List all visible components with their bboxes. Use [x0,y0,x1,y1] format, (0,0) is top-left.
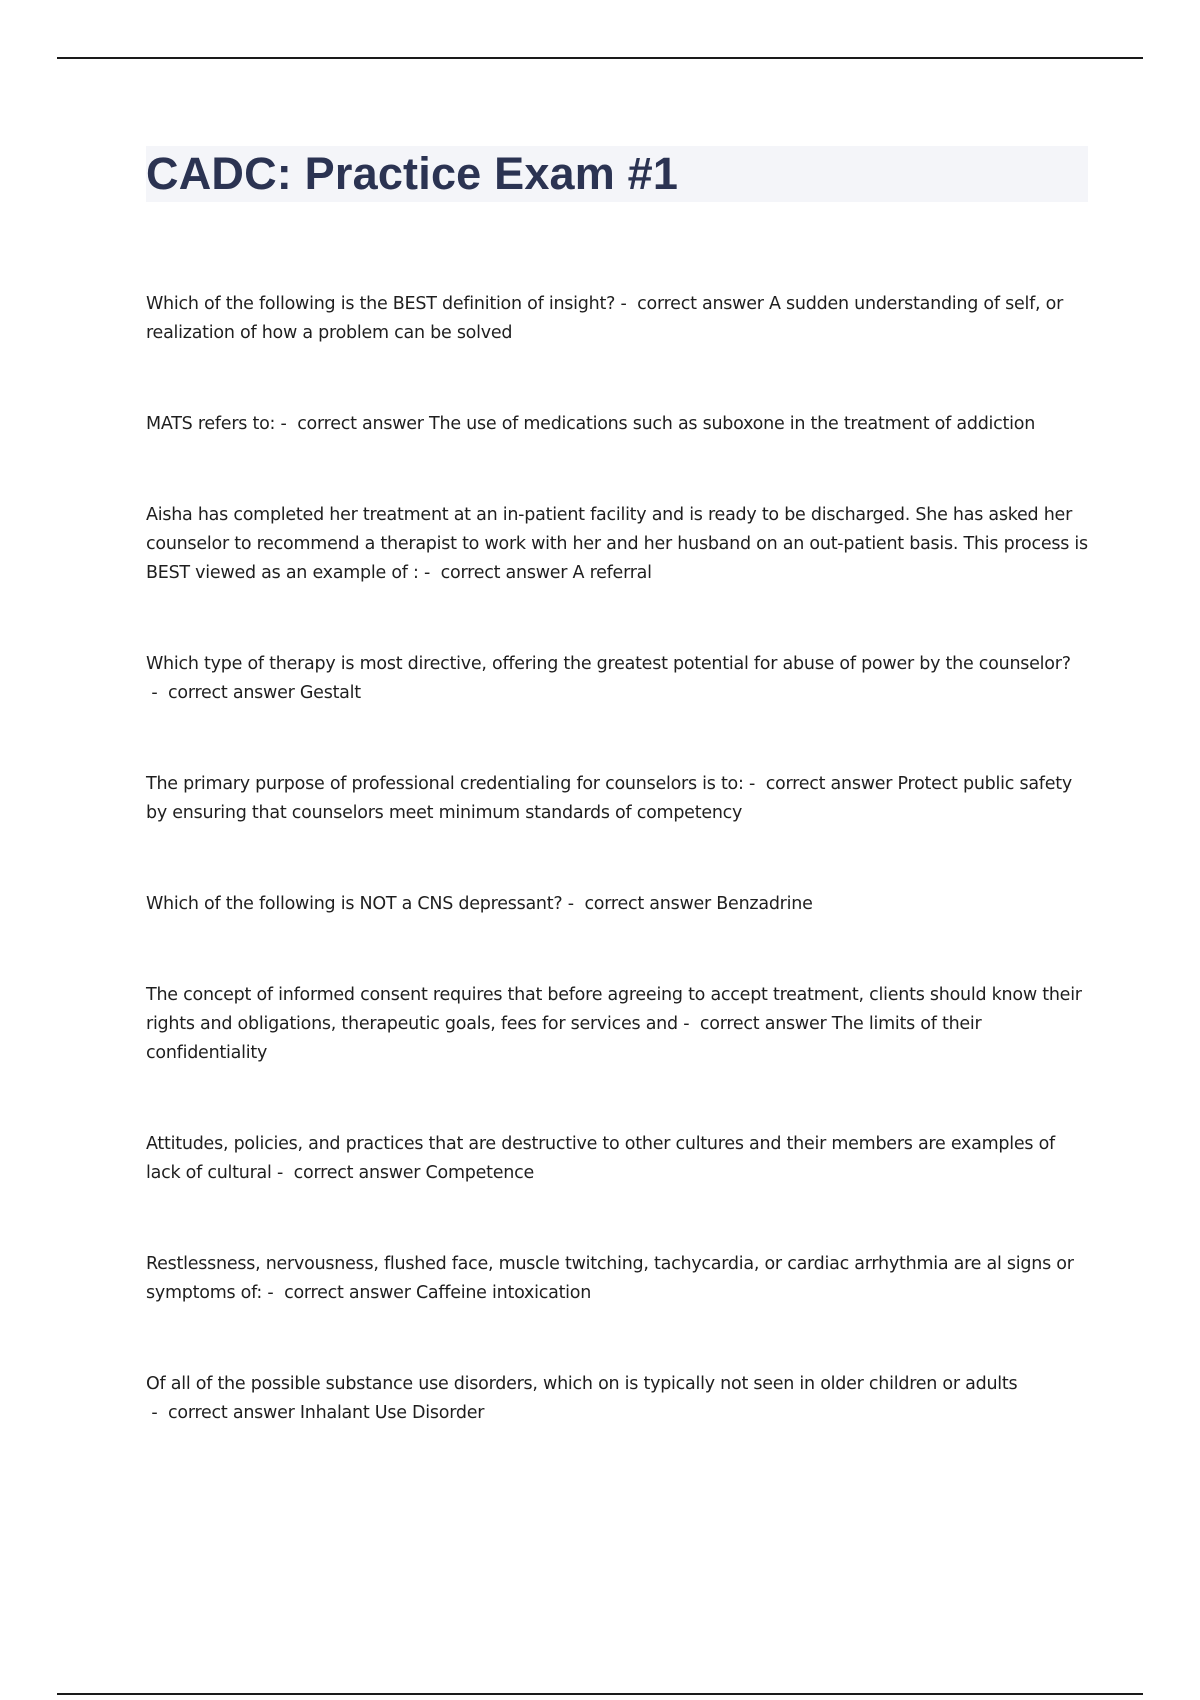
separator: - [146,1403,169,1423]
separator: - [743,774,766,794]
answer-text: correct answer Competence [293,1163,534,1183]
qa-item [146,290,1088,348]
qa-item [146,410,1088,439]
question-text: Of all of the possible substance use disorders, which on is typically not seen in older children or adults [146,1374,1018,1394]
question-text: Restlessness, nervousness, flushed face, muscle twitching, tachycardia, or cardiac arrhythmia are al signs or symptoms of: [146,1254,1074,1303]
qa-item [146,1250,1088,1308]
question-text: Which of the following is the BEST definition of insight? [146,294,616,314]
qa-item [146,1370,1088,1428]
separator: - [677,1014,700,1034]
bottom-rule [57,1693,1143,1695]
question-text: Which type of therapy is most directive, offering the greatest potential for abuse of power by the counselor? [146,654,1071,674]
qa-item [146,650,1088,708]
qa-item [146,1130,1088,1188]
answer-text: correct answer A referral [440,563,652,583]
answer-text: correct answer The limits of their confidentiality [146,1014,982,1063]
separator: - [271,1163,294,1183]
answer-text: correct answer Gestalt [168,683,361,703]
separator: - [562,894,585,914]
answer-text: correct answer The use of medications such as suboxone in the treatment of addiction [297,414,1036,434]
qa-item [146,501,1088,588]
answer-text: correct answer A sudden understanding of self, or realization of how a problem can be solved [146,294,1064,343]
question-text: Aisha has completed her treatment at an in-patient facility and is ready to be discharged. She has asked her counselor to recommend a therapist to work with her and her husband on an out-patient basis. This process is BEST viewed as an example of : [146,505,1088,583]
qa-item [146,770,1088,828]
answer-text: correct answer Benzadrine [584,894,813,914]
separator: - [615,294,638,314]
question-text: Attitudes, policies, and practices that are destructive to other cultures and their members are examples of lack of cultural [146,1134,1055,1183]
question-text: MATS refers to: [146,414,276,434]
answer-text: correct answer Caffeine intoxication [284,1283,592,1303]
qa-item [146,981,1088,1068]
question-list [146,290,1088,1490]
question-text: The primary purpose of professional credentialing for counselors is to: [146,774,744,794]
separator: - [146,683,169,703]
question-text: The concept of informed consent requires that before agreeing to accept treatment, clients should know their rights and obligations, therapeutic goals, fees for services and [146,985,1082,1034]
separator: - [418,563,441,583]
page-title: CADC: Practice Exam #1 [146,148,679,199]
separator: - [275,414,298,434]
separator: - [262,1283,285,1303]
qa-item [146,890,1088,919]
question-text: Which of the following is NOT a CNS depressant? [146,894,563,914]
top-rule [57,57,1143,59]
answer-text: correct answer Inhalant Use Disorder [168,1403,485,1423]
answer-text: correct answer Protect public safety by ensuring that counselors meet minimum standards of competency [146,774,1072,823]
